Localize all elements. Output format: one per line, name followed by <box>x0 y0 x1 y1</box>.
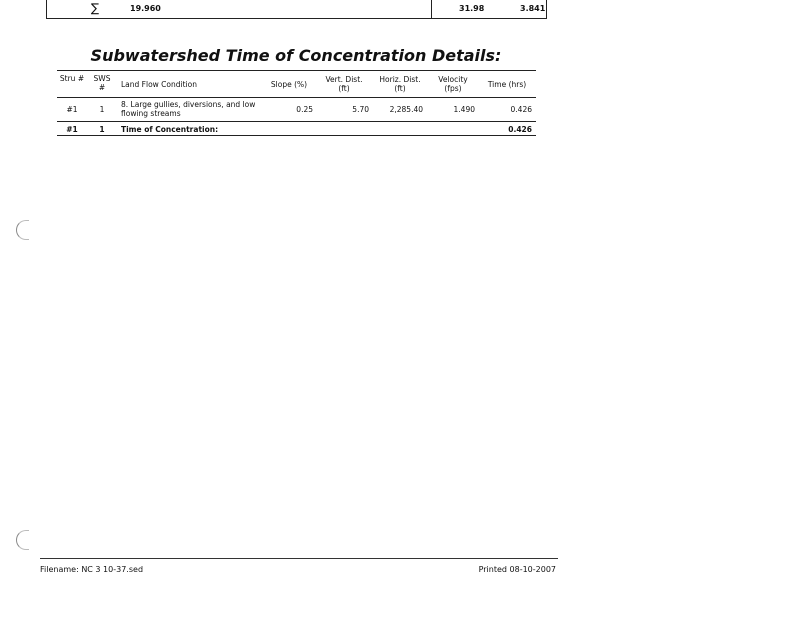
header-velocity: Velocity (fps) <box>438 75 468 93</box>
row-rule <box>57 121 536 122</box>
row-condition: 8. Large gullies, diversions, and low flowing streams <box>121 100 256 118</box>
summary-right-border <box>546 0 547 18</box>
total-label: Time of Concentration: <box>121 125 219 134</box>
row-velocity: 1.490 <box>453 105 475 114</box>
footer-filename: Filename: NC 3 10-37.sed <box>40 565 144 574</box>
total-sws: 1 <box>99 125 105 134</box>
sigma-symbol: ∑ <box>91 1 100 15</box>
header-sws: SWS # <box>93 74 111 92</box>
footer-printed: Printed 08-10-2007 <box>478 565 556 574</box>
table-bottom-rule <box>57 135 536 136</box>
header-vert: Vert. Dist. (ft) <box>325 75 363 93</box>
row-horiz: 2,285.40 <box>389 105 423 114</box>
header-horiz: Horiz. Dist. (ft) <box>379 75 421 93</box>
row-stru: #1 <box>66 105 78 114</box>
footer-rule <box>40 558 558 559</box>
total-stru: #1 <box>66 125 78 134</box>
punch-hole-mark <box>16 220 29 240</box>
row-time: 0.426 <box>510 105 532 114</box>
tc-table <box>57 70 536 140</box>
row-sws: 1 <box>99 105 105 114</box>
row-slope: 0.25 <box>296 105 313 114</box>
total-time: 0.426 <box>508 125 532 134</box>
summary-value-2: 3.841 <box>520 4 546 13</box>
header-stru: Stru # <box>59 74 85 83</box>
summary-area: 19.960 <box>130 4 161 13</box>
punch-hole-mark <box>16 530 29 550</box>
row-vert: 5.70 <box>352 105 369 114</box>
summary-divider <box>431 0 432 18</box>
header-time: Time (hrs) <box>487 80 527 89</box>
summary-row <box>46 0 547 19</box>
header-rule <box>57 97 536 98</box>
summary-value-1: 31.98 <box>459 4 485 13</box>
table-top-rule <box>57 70 536 71</box>
header-slope: Slope (%) <box>270 80 308 89</box>
section-title: Subwatershed Time of Concentration Details: <box>90 46 502 65</box>
header-condition: Land Flow Condition <box>121 80 197 89</box>
